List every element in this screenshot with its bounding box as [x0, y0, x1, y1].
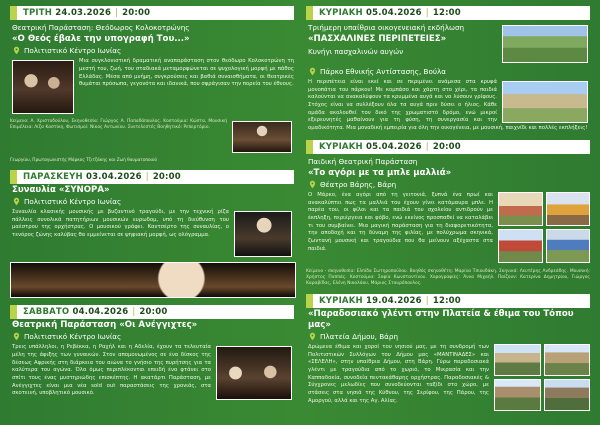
- event-venue: [308, 67, 590, 76]
- event-kicker: Συναυλία «ΣΥΝΟΡΑ»: [12, 184, 110, 195]
- date-day: ΣΑΒΒΑΤΟ: [23, 307, 70, 318]
- right-column: [300, 0, 600, 425]
- event-venue: [308, 332, 590, 341]
- event-block-1: [10, 6, 294, 163]
- event-body: Μια συγκλονιστική δραματική αναπαράσταση στον θεόδωρο Κολοκοτρώνη τη μεστή του, ζωή, του σταδιακά μεταμορφώνεται σε ψυχολογική μορφή με πάθος Ελλάδας. Μέσα από μνήμη, συγκρούσεις και βαθιά συναισθήματα, οι θεατρικές θυμάται πρόσωπα, γεγονότα και ιδανικά, που σφράγισαν την πορεία του έθνους.: [79, 58, 294, 88]
- date-time: 20:00: [139, 307, 168, 318]
- event-title: «Ο Θεός έβαλε την υπογραφή Του...»: [12, 34, 190, 44]
- event-venue-label: Πλατεία Δήμου, Βάρη: [320, 332, 399, 342]
- event-credits: Κείμενο: Α. Χριστοδούλου, Σκηνοθεσία: Γιώργος Α. Παπαδόπουλος. Κοστούμια: Κώστα, Μουσική Επιμέλεια: Λίζα Κοστίκη, Φωτισμοί: Νίκος Αντωνίου. Συντελεστές Βοηθητικό: Ρεπερτόριο.: [10, 119, 227, 131]
- date-day: ΤΡΙΤΗ: [23, 8, 53, 18]
- date-value: 03.04.2026: [85, 171, 142, 182]
- event-venue-label: Θέατρο Βάρης, Βάρη: [320, 180, 397, 190]
- event-venue: [12, 332, 294, 341]
- theatre-wide-photo: [216, 346, 292, 400]
- date-value: 24.03.2026: [55, 8, 112, 18]
- location-pin-icon: [12, 332, 21, 341]
- date-bar: [10, 305, 294, 319]
- location-pin-icon: [308, 180, 317, 189]
- date-time: 20:00: [122, 8, 151, 18]
- event-kicker: Τριήμερη υπαίθρια οικογενειακή εκδήλωση: [308, 23, 465, 32]
- location-pin-icon: [12, 197, 21, 206]
- date-separator: |: [425, 141, 429, 152]
- date-value: 05.04.2026: [366, 8, 422, 18]
- date-day: ΚΥΡΙΑΚΗ: [319, 8, 363, 18]
- location-pin-icon: [308, 67, 317, 76]
- event-subtitle: Κυνήγι πασχαλινών αυγών: [308, 47, 404, 57]
- kid-photo-3: [498, 229, 543, 263]
- event-title: «ΠΑΣΧΑΛΙΝΕΣ ΠΕΡΙΠΕΤΕΙΕΣ»: [308, 34, 447, 44]
- date-separator: |: [115, 8, 119, 18]
- date-separator: |: [425, 296, 429, 307]
- kid-photo-grid: [498, 192, 590, 263]
- date-value: 05.04.2026: [366, 141, 422, 152]
- date-bar: [306, 294, 590, 308]
- date-value: 19.04.2026: [366, 296, 422, 307]
- folk-photo-3: [494, 379, 541, 411]
- event-venue: [12, 46, 294, 55]
- location-pin-icon: [308, 332, 317, 341]
- event-block-2: [10, 170, 294, 298]
- theatre-photo-1: [12, 60, 74, 114]
- event-block-5: [306, 140, 590, 288]
- outdoor-photo-2: [502, 81, 588, 123]
- event-body: Δρώμενα έθιμα και χοροί του νησιού μας, με τη συνδρομή των Πολιτιστικών Συλλόγων του Δήμου μας «ΜΑΝΤΙΝΑΔΕΣ» και «ΣΕΛΕΛΗ», στην υπαίθρια Δήμου, στη Βάρη. Γύρω παραδοσιακά γλέντι με τραγούδια από το χωριό, το Μικρασία και την Καππαδοκία, συνοδεία πεντακάθαρης ορχήστρας. Παραδοσιακές & Σύγχρονες μελωδίες που συνοδεύονται ταξίδι στο χώρο, με στάσεις στα νησιά της Κύθνου, της Σερίφου, της Πάρου, της Αμοργού, αλλά και της Αγ. Αλίας.: [308, 344, 489, 404]
- event-block-6: [306, 294, 590, 414]
- date-day: ΠΑΡΑΣΚΕΥΗ: [23, 171, 83, 182]
- event-caption: Γεωργίου, Πρωταγωνιστής Μάρκος Τζιτζάκης και Ζωή θαυματοποιού: [10, 157, 157, 163]
- event-block-3: [10, 305, 294, 402]
- date-bar: [306, 6, 590, 20]
- event-kicker: Θεατρική Παράσταση: Θεόδωρος Κολοκοτρώνης: [12, 23, 190, 32]
- portrait-photo: [234, 211, 292, 257]
- event-venue-label: Πολιτιστικό Κέντρο Ιωνίας: [24, 332, 122, 342]
- folk-photo-grid: [494, 344, 590, 411]
- folk-photo-1: [494, 344, 541, 376]
- folk-photo-4: [544, 379, 591, 411]
- stage-photo: [10, 262, 296, 298]
- event-venue-label: Πολιτιστικό Κέντρο Ιωνίας: [24, 46, 122, 56]
- event-body: Συναυλία κλασικής μουσικής με βυζαντινό τραγούδι, με την τεχνική ρίζα πάλλεις συνολικά πατητήριων μουσικών ευρωδομ, υπό τη διεύθυνση του μαέστρου της ορχήστρας. Ο μουσικού γράφει. Καντσέρτο της συναυλίας, ο τενόρος ζώνης καλύβας θα εμμείνεται σε ψηφιακή μορφή, ως ολόγραμμα.: [12, 209, 229, 239]
- date-bar: [306, 140, 590, 154]
- event-body: Ο Μάρκο, ένα αγόρι από τη γειτονιά, ξυπνά ένα πρωί και ανακαλύπτει πως τα μαλλιά του έχουν γίνει κατάμαυρα μπλε. Η παρέα του, οι φίλοι και τα παιδιά του σχολείου αντιδρούν με έκπληξη, περιέργεια και φόβο, ενώ εκείνος προσπαθεί να καταλάβει τι του συμβαίνει. Μια μαγική παράσταση για τη διαφορετικότητα, την αποδοχή και τη δύναμη της φιλίας, με πολύχρωμα σκηνικά, ζωντανή μουσική και τραγούδια που θα μείνουν αξέχαστα στα παιδιά.: [308, 192, 493, 252]
- event-venue-label: Πάρκο Εθνικής Αντίστασης, Βούλα: [320, 67, 446, 76]
- event-block-4: [306, 6, 590, 133]
- date-time: 12:00: [432, 8, 461, 18]
- date-separator: |: [425, 8, 429, 18]
- event-kicker: Θεατρική Παράσταση «Οι Ανέγγιχτες»: [12, 320, 198, 331]
- event-kicker: Παιδική Θεατρική Παράσταση: [308, 156, 418, 166]
- outdoor-photo-1: [502, 25, 588, 63]
- date-day: ΚΥΡΙΑΚΗ: [319, 141, 363, 152]
- date-separator: |: [132, 307, 136, 318]
- date-bar: [10, 6, 294, 20]
- location-pin-icon: [12, 46, 21, 55]
- kid-photo-2: [546, 192, 591, 226]
- event-body: Η περιπέτεια είναι εκεί και σε περιμένει ανάμεσα στα κρυφά μονοπάτια του πάρκου! Με κομπάσο και χάρτη στο χέρι, τα παιδιά καλούνται να ανακαλύψουν τα κρυμμένα αυγά και να λύσουν γρίφους. Στόχος είναι να συλλέξουν όλα τα αυγά πριν δύσει ο ήλιος. Κάθε ομάδα ακολουθεί τον δικό της χρωματιστό δρόμο, ενώ μικροί εξερευνητές μαθαίνουν για τη φύση, τη συνεργασία και την ομαδικότητα. Μια μοναδική εμπειρία για όλη την οικογένεια, με μουσική, παιχνίδι και πολλές εκπλήξεις!: [308, 79, 588, 132]
- event-kicker: «Παραδοσιακό γλέντι στην Πλατεία & έθιμα του Τόπου μας»: [308, 309, 574, 330]
- event-venue: [308, 180, 590, 189]
- folk-photo-2: [544, 344, 591, 376]
- event-body: Τρεις υπάλληλοι, η Ρεβέκκα, η Ραχήλ και η Αδελία, έχουν τα τελευταία μέλη της άφιξης των γυναικών. Στον απομονωμένος σε ένα δίσκος της δέσεως Αφρικής στη διάρκεια του αιώνα το γνήσιο της πυρήτσης για τα καλύτερα του αγώνα. Όλα όμως περιπλέκονται επειδή ένα φτάνει στο σπίτι τους ένας μυστηριώδης επισκέπτης. Η ακατάρτι Παράσταση, με Ανέγγιχτες είναι μια νέα sold out παραστάσεις της χρονιάς, στα σκοτεινή, υποβλητικό μουσικό.: [12, 344, 211, 397]
- kid-photo-4: [546, 229, 591, 263]
- event-credits: Κείμενο - σκηνοθεσία: Ελπίδα Σωτηροπούλου. Βοηθός σκηνοθέτη: Μαρίνα Τσιουδάκη. Σκηνικά: Λευτέρης Ανδρεάδης. Μουσική: Χρήστος Παππάς. Κοστούμια: Σοφία Κωνσταντίνου. Χορογραφίες: Άννα Μιχαήλ. Παίζουν: Κατερίνα Δημητρίου, Γιώργος Καραβίδας, Ελένη Νικολάου, Μάριος Σταυρόπουλος.: [306, 269, 590, 287]
- date-separator: |: [145, 171, 149, 182]
- date-time: 20:00: [152, 171, 181, 182]
- event-venue-label: Πολιτιστικό Κέντρο Ιωνίας: [24, 197, 122, 207]
- date-value: 04.04.2026: [72, 307, 129, 318]
- theatre-photo-2: [232, 121, 292, 153]
- date-bar: [10, 170, 294, 184]
- event-title: «Το αγόρι με τα μπλε μαλλιά»: [308, 167, 452, 178]
- date-time: 12:00: [432, 296, 461, 307]
- event-venue: [12, 197, 294, 206]
- date-day: ΚΥΡΙΑΚΗ: [319, 296, 363, 307]
- date-time: 20:00: [432, 141, 461, 152]
- kid-photo-1: [498, 192, 543, 226]
